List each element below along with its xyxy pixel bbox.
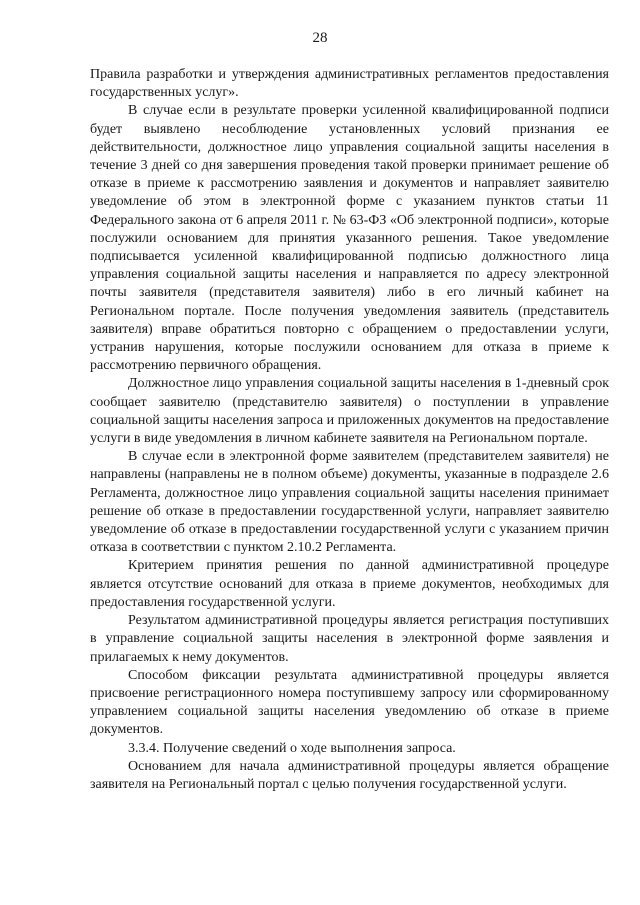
paragraph-9: Основанием для начала административной процедуры является обращение заявителя на Региональный портал с целью получения государственной услуги. [90, 758, 609, 792]
paragraph-2: В случае если в результате проверки усиленной квалифицированной подписи будет выявлено несоблюдение установленных условий признания ее действительности, должностное лицо управления социальной защиты населения в течение 3 дней со дня завершения проведения такой проверки принимает решение об отказе в приеме к рассмотрению заявления и документов и направляет заявителю уведомление об этом в электронной форме с указанием пунктов статьи 11 Федерального закона от 6 апреля 2011 г. № 63-ФЗ «Об электронной подписи», которые послужили основанием для принятия указанного решения. Такое уведомление подписывается усиленной квалифицированной подписью должностного лица управления социальной защиты населения и направляется по адресу электронной почты заявителя (представителя заявителя) либо в его личный кабинет на Региональном портале. После получения уведомления заявитель (представитель заявителя) вправе обратиться повторно с обращением о предоставлении услуги, устранив нарушения, которые послужили основанием для отказа в приеме к рассмотрению первичного обращения. [90, 103, 609, 374]
paragraph-5: Критерием принятия решения по данной административной процедуре является отсутствие оснований для отказа в приеме документов, необходимых для предоставления государственной услуги. [90, 558, 609, 610]
page-number: 28 [312, 30, 328, 46]
paragraph-6: Результатом административной процедуры является регистрация поступивших в управление социальной защиты населения в электронной форме заявления и прилагаемых к нему документов. [90, 613, 609, 665]
paragraph-3: Должностное лицо управления социальной защиты населения в 1-дневный срок сообщает заявителю (представителю заявителя) о поступлении в управление социальной защиты населения запроса и приложенных документов на предоставление услуги в виде уведомления в личном кабинете заявителя на Региональном портале. [90, 376, 609, 447]
section-heading-3-3-4: 3.3.4. Получение сведений о ходе выполнения запроса. [128, 740, 456, 756]
paragraph-7: Способом фиксации результата административной процедуры является присвоение регистрационного номера поступившему запросу или сформированному управлением социальной защиты населения уведомлению об отказе в приеме документов. [90, 667, 609, 738]
paragraph-4: В случае если в электронной форме заявителем (представителем заявителя) не направлены (направлены не в полном объеме) документы, указанные в подразделе 2.6 Регламента, должностное лицо управления социальной защиты населения принимает решение об отказе в предоставлении государственной услуги, направляет заявителю уведомление об отказе в предоставлении государственной услуги с указанием причин отказа в соответствии с пунктом 2.10.2 Регламента. [90, 449, 609, 556]
paragraph-1: Правила разработки и утверждения административных регламентов предоставления государственных услуг». [90, 67, 609, 101]
document-body [90, 66, 609, 794]
